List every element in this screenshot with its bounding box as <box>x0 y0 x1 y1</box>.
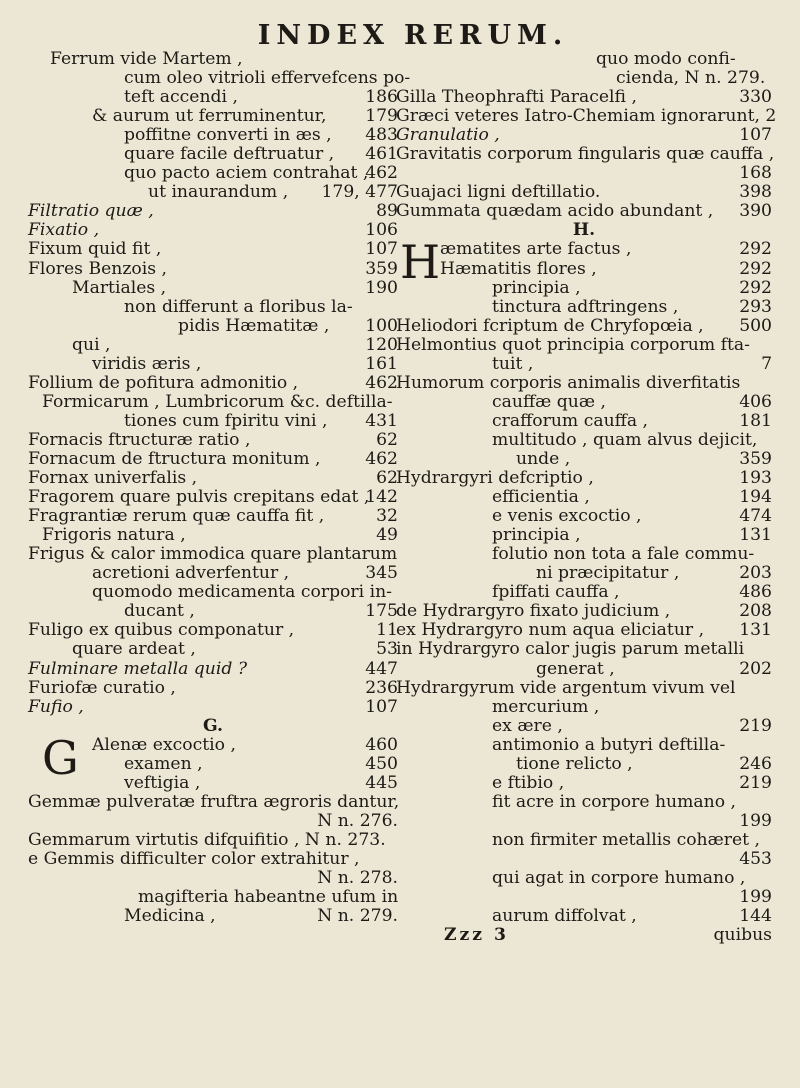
index-entry: tinctura adftringens , 293 <box>492 296 772 317</box>
index-entry: fit acre in corpore humano , <box>492 791 737 812</box>
index-entry: Fragorem quare pulvis crepitans edat , 142 <box>28 487 398 508</box>
running-head-left: INDEX <box>257 20 390 51</box>
index-entry: tiones cum fpiritu vini , 431 <box>124 410 398 431</box>
index-entry: Flores Benzois , 359 <box>28 258 398 279</box>
index-entry: 199 <box>739 810 772 831</box>
section-letter-h: H. <box>572 220 596 241</box>
index-entry: Gravitatis corporum fingularis quæ cauffa , <box>396 144 775 165</box>
index-entry: Fixatio , 106 <box>28 220 398 241</box>
index-entry: mercurium , <box>492 696 600 717</box>
index-entry: folutio non tota a fale commu- <box>492 544 755 565</box>
index-entry: quare facile deftruatur , 461 <box>124 144 398 165</box>
catchword-line <box>396 926 772 945</box>
index-entry: teft accendi , 186 <box>124 87 398 108</box>
index-entry: ex Hydrargyro num aqua eliciatur , 131 <box>396 620 772 641</box>
section-letter-g: G. <box>202 715 224 736</box>
index-entry: generat , 202 <box>536 658 772 679</box>
index-entry: Fulminare metalla quid ? 447 <box>28 658 398 679</box>
index-entry: fpiffati cauffa , 486 <box>492 582 772 603</box>
index-entry: Ferrum vide Martem , <box>50 49 243 69</box>
index-entry: principia , 131 <box>492 525 772 546</box>
index-entry: crafforum cauffa , 181 <box>492 410 772 431</box>
index-entry: Fragrantiæ rerum quæ cauffa fit , 32 <box>28 506 398 527</box>
index-entry: qui agat in corpore humano , <box>492 868 746 889</box>
index-entry: Helmontius quot principia corporum fta- <box>396 334 750 355</box>
index-entry: Medicina , N n. 279. <box>124 906 398 927</box>
index-entry: veftigia , 445 <box>124 772 398 793</box>
index-entry: 453 <box>739 848 772 869</box>
index-entry: cum oleo vitrioli effervefcens po- <box>124 68 411 89</box>
index-entry: principia , 292 <box>492 277 772 298</box>
index-entry: Frigus & calor immodica quare plantarum <box>28 544 398 565</box>
index-entry: tuit , 7 <box>492 353 772 374</box>
index-entry: multitudo , quam alvus dejicit, <box>492 429 758 450</box>
index-entry: Gilla Theophrafti Paracelfi , 330 <box>396 87 772 108</box>
index-entry: quare ardeat , 53 <box>72 639 398 660</box>
index-entry: G Alenæ excoctio , 460 <box>42 730 398 785</box>
index-entry: Frigoris natura , 49 <box>42 525 398 546</box>
index-entry: Heliodori fcriptum de Chryfopœia , 500 <box>396 315 772 336</box>
index-entry: e Gemmis difficulter color extrahitur , <box>28 848 360 869</box>
index-entry: Fornacum de ftructura monitum , 462 <box>28 448 398 469</box>
index-entry: Granulatio , 107 <box>396 125 772 146</box>
index-entry: unde , 359 <box>516 448 772 469</box>
index-entry: efficientia , 194 <box>492 487 772 508</box>
index-entry: Gemmarum virtutis difquifitio , N n. 273. <box>28 829 386 850</box>
index-entry: Fuligo ex quibus componatur , 11 <box>28 620 398 641</box>
index-entry: quomodo medicamenta corpori in- <box>92 582 392 603</box>
index-entry: non differunt a floribus la- <box>124 296 353 317</box>
catchword: quibus <box>713 925 772 946</box>
index-entry: 199 <box>739 887 772 908</box>
index-entry: Gemmæ pulveratæ fruftra ægroris dantur, <box>28 791 400 812</box>
index-entry: Formicarum , Lumbricorum &c. deftilla- <box>42 391 393 412</box>
index-entry: de Hydrargyro fixato judicium , 208 <box>396 601 772 622</box>
index-entry: viridis æris , 161 <box>92 353 398 374</box>
index-entry: tione relicto , 246 <box>516 753 772 774</box>
index-entry: Græci veteres Iatro-Chemiam ignorarunt, 2 <box>396 106 777 127</box>
index-entry: ut inaurandum , 179, 477 <box>148 182 398 203</box>
index-entry: Hydrargyri defcriptio , 193 <box>396 468 772 489</box>
index-entry: examen , 450 <box>124 753 398 774</box>
index-entry: antimonio a butyri deftilla- <box>492 734 726 755</box>
index-entry: Furiofæ curatio , 236 <box>28 677 398 698</box>
index-entry: cienda, N n. 279. <box>616 68 766 89</box>
index-entry: poffitne converti in æs , 483 <box>124 125 398 146</box>
index-entry: e venis excoctio , 474 <box>492 506 772 527</box>
left-index-column <box>28 49 411 927</box>
index-entry: e ftibio , 219 <box>492 772 772 793</box>
index-entry: non firmiter metallis cohæret , <box>492 829 761 850</box>
index-entry: Martiales , 190 <box>72 277 398 298</box>
index-entry: pidis Hæmatitæ , 100 <box>178 315 398 336</box>
signature-mark: Zzz 3 <box>444 925 510 946</box>
drop-cap-h: H <box>400 235 441 290</box>
index-entry: Humorum corporis animalis diverfitatis <box>396 372 741 393</box>
index-entry: ni præcipitatur , 203 <box>536 563 772 584</box>
index-entry: ex ære , 219 <box>492 715 772 736</box>
index-entry: & aurum ut ferruminentur, 179 <box>92 106 398 127</box>
index-entry: N n. 278. <box>317 868 398 889</box>
index-entry: Hydrargyrum vide argentum vivum vel <box>396 677 736 698</box>
drop-cap-g: G <box>42 730 79 785</box>
right-index-column <box>396 49 777 946</box>
index-entry: Filtratio quæ , 89 <box>28 201 398 222</box>
index-entry: qui , 120 <box>72 334 398 355</box>
index-entry: quo pacto aciem contrahat , 462 <box>124 163 398 184</box>
index-entry: Fixum quid fit , 107 <box>28 239 398 260</box>
index-entry: 168 <box>739 163 772 184</box>
index-entry: aurum diffolvat , 144 <box>492 906 772 927</box>
index-entry: Gummata quædam acido abundant , 390 <box>396 201 772 222</box>
running-head-right: RERUM. <box>404 20 569 51</box>
index-entry: in Hydrargyro calor jugis parum metalli <box>396 639 745 660</box>
index-entry: magifteria habeantne ufum in <box>138 887 399 908</box>
index-entry: Follium de pofitura admonitio , 462 <box>28 372 398 393</box>
index-entry: H æmatites arte factus , 292 <box>400 235 772 290</box>
index-entry: Fufio , 107 <box>28 696 398 717</box>
index-entry: acretioni adverfentur , 345 <box>92 563 398 584</box>
index-entry: N n. 276. <box>317 810 398 831</box>
index-entry: Hæmatitis flores , 292 <box>440 258 772 279</box>
index-entry: cauffæ quæ , 406 <box>492 391 772 412</box>
index-entry: quo modo confi- <box>596 49 736 69</box>
index-entry: Fornax univerfalis , 62 <box>28 468 398 489</box>
index-entry: ducant , 175 <box>124 601 398 622</box>
index-entry: Guajaci ligni deftillatio. 398 <box>396 182 772 203</box>
index-entry: Fornacis ftructuræ ratio , 62 <box>28 429 398 450</box>
